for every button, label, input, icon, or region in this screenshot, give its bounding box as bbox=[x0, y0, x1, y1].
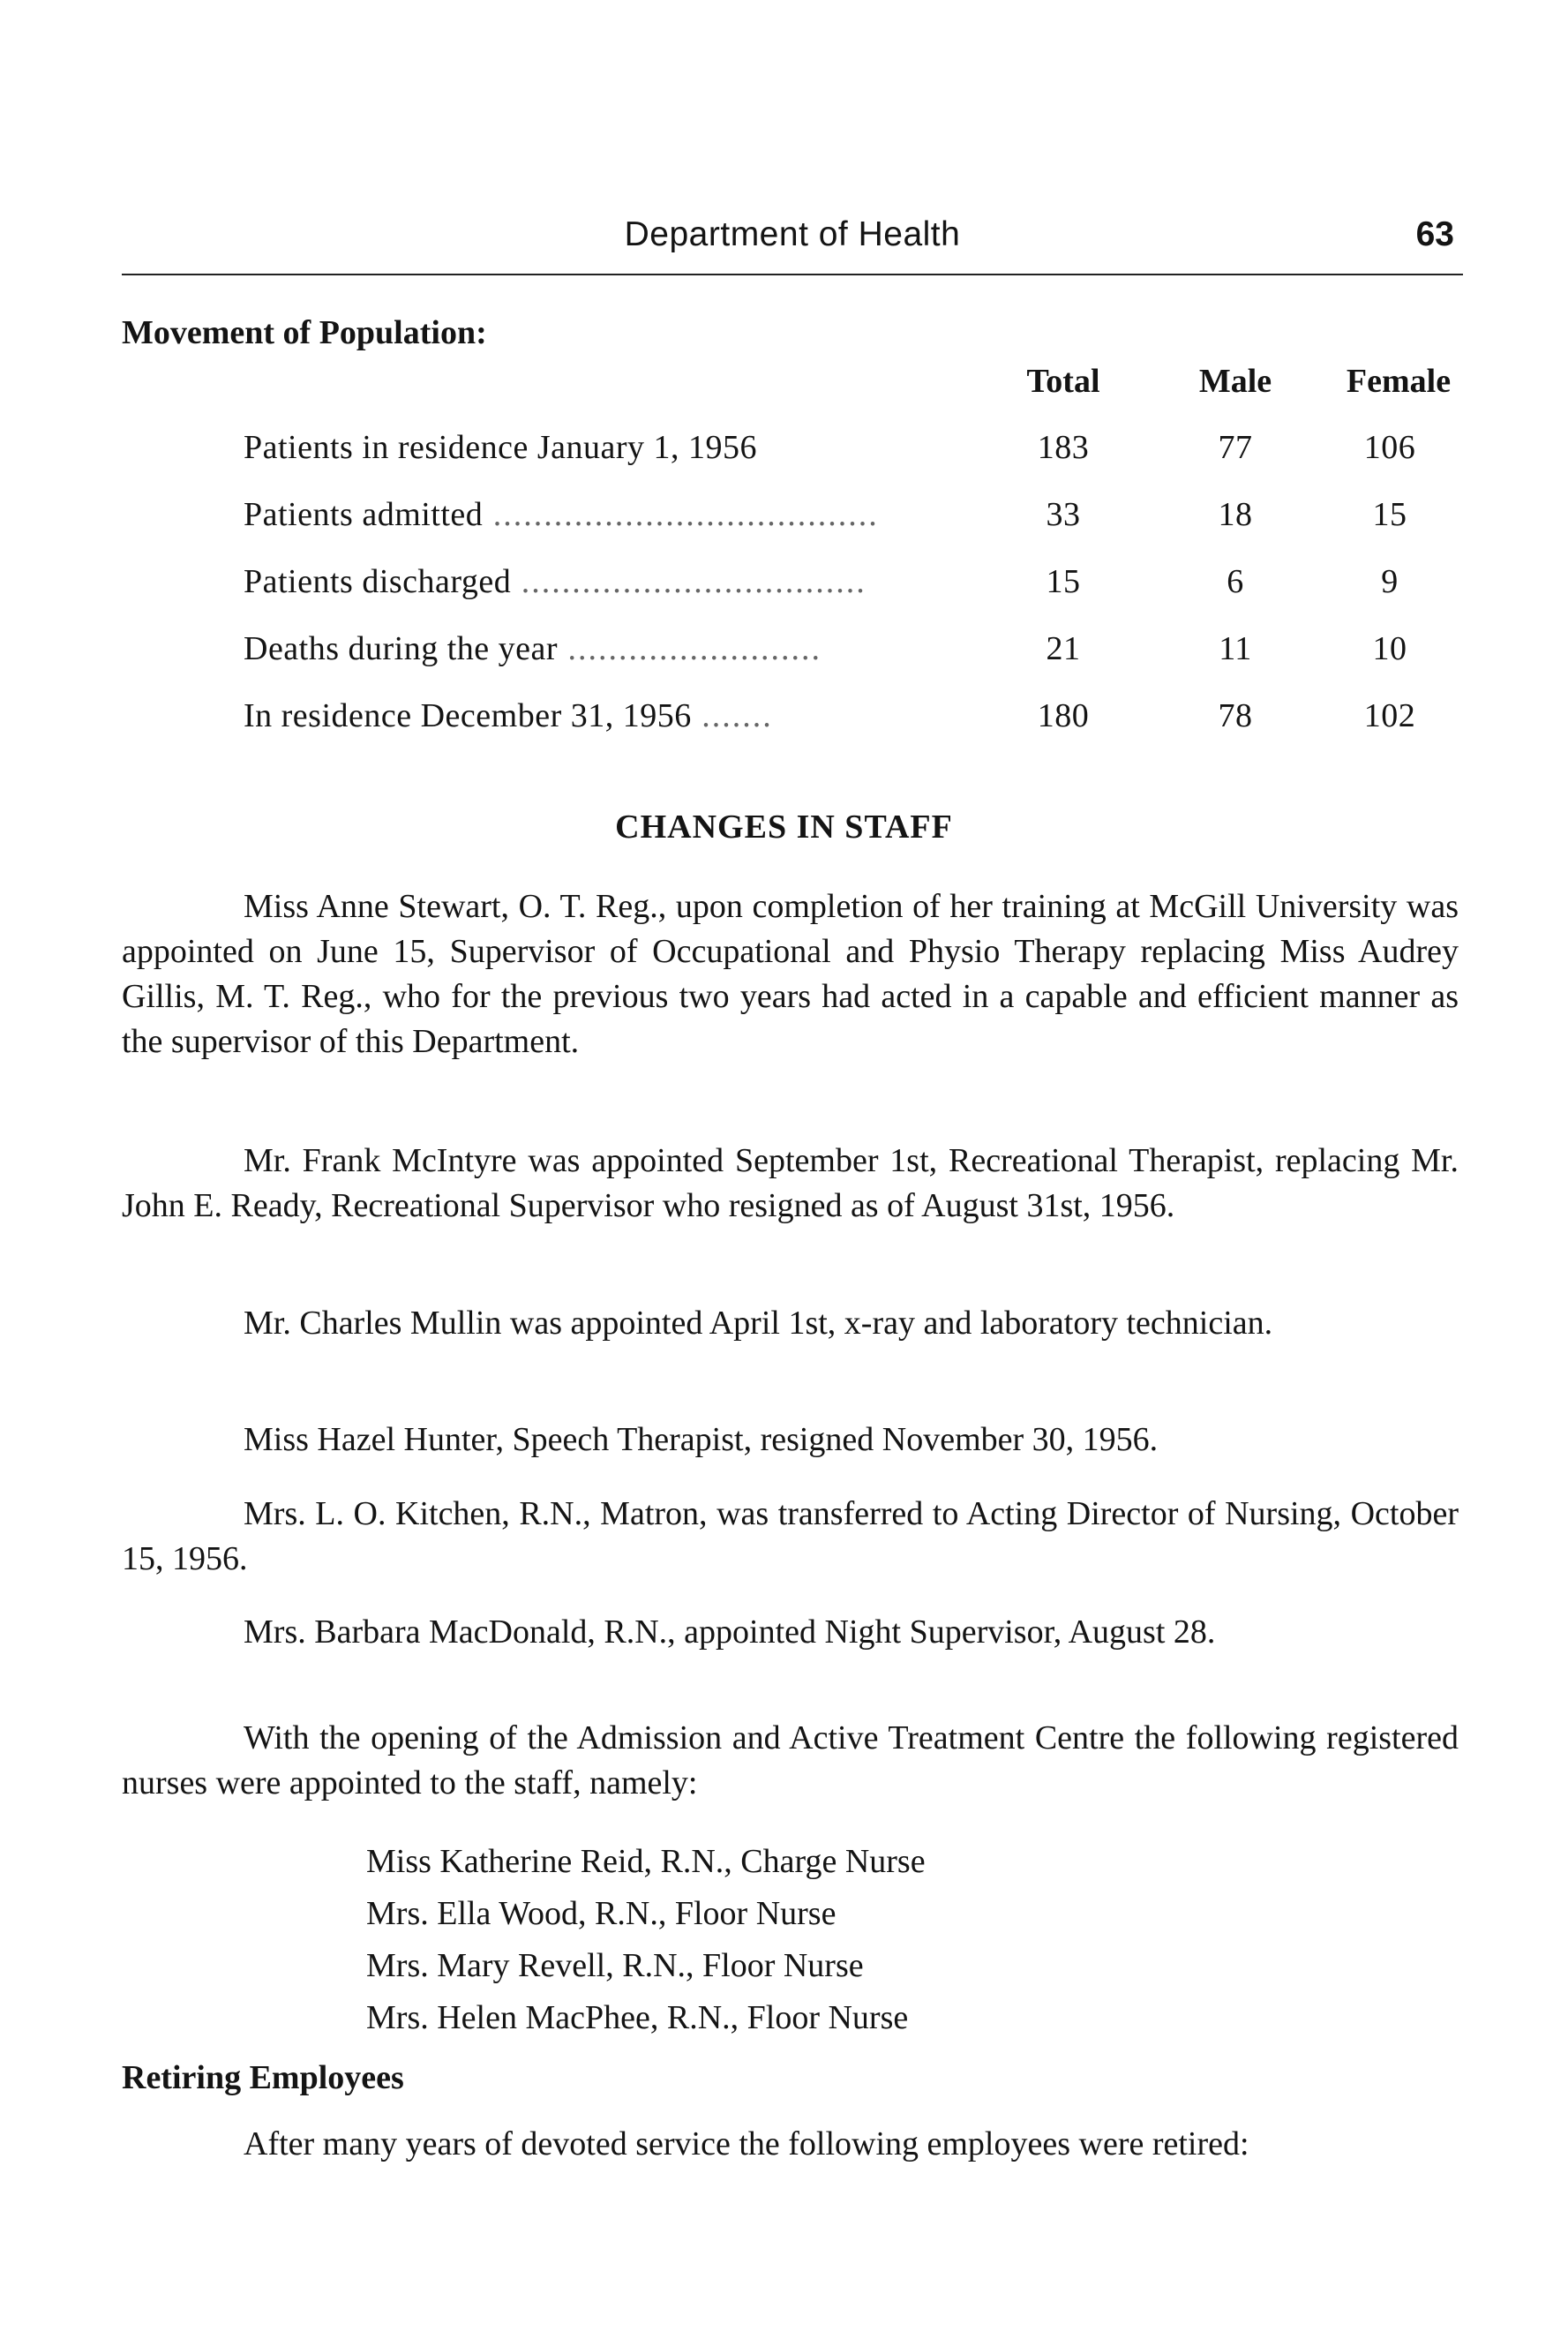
paragraph: Mrs. L. O. Kitchen, R.N., Matron, was transferred to Acting Director of Nursing, October 15, 1956. bbox=[122, 1495, 1459, 1577]
row-label: In residence December 31, 1956 ....... bbox=[244, 697, 773, 734]
cell-male: 78 bbox=[1218, 697, 1253, 734]
table-row bbox=[0, 696, 1568, 749]
cell-female: 9 bbox=[1381, 563, 1399, 600]
list-item: Mrs. Mary Revell, R.N., Floor Nurse bbox=[366, 1947, 864, 1984]
cell-total: 180 bbox=[1037, 697, 1090, 734]
paragraph: Mrs. Barbara MacDonald, R.N., appointed Night Supervisor, August 28. bbox=[244, 1613, 1216, 1651]
cell-female: 102 bbox=[1363, 697, 1416, 734]
header-title: Department of Health bbox=[624, 215, 961, 253]
cell-total: 21 bbox=[1046, 630, 1081, 667]
row-label: Deaths during the year ......................... bbox=[244, 630, 822, 667]
row-label: Patients in residence January 1, 1956 bbox=[244, 429, 758, 466]
list-item: Mrs. Ella Wood, R.N., Floor Nurse bbox=[366, 1895, 837, 1932]
row-label: Patients discharged .................................. bbox=[244, 563, 867, 600]
list-item: Miss Katherine Reid, R.N., Charge Nurse bbox=[366, 1843, 926, 1880]
paragraph: After many years of devoted service the following employees were retired: bbox=[244, 2125, 1249, 2162]
paragraph: Mr. Frank McIntyre was appointed September 1st, Recreational Therapist, replacing Mr. John E. Ready, Recreational Supervisor who resigned as of August 31st, 1956. bbox=[122, 1142, 1459, 1224]
table-row bbox=[0, 562, 1568, 615]
cell-male: 11 bbox=[1219, 630, 1252, 667]
population-heading: Movement of Population: bbox=[122, 314, 487, 351]
cell-male: 18 bbox=[1218, 496, 1253, 533]
cell-total: 183 bbox=[1037, 429, 1090, 466]
table-row bbox=[0, 629, 1568, 682]
cell-total: 33 bbox=[1046, 496, 1081, 533]
retiring-heading: Retiring Employees bbox=[122, 2059, 404, 2096]
column-header-male: Male bbox=[1198, 363, 1272, 400]
cell-male: 77 bbox=[1218, 429, 1253, 466]
paragraph: With the opening of the Admission and Active Treatment Centre the following registered nurses were appointed to the staff, namely: bbox=[122, 1719, 1459, 1801]
cell-female: 10 bbox=[1372, 630, 1407, 667]
cell-total: 15 bbox=[1046, 563, 1081, 600]
paragraph: Miss Anne Stewart, O. T. Reg., upon completion of her training at McGill University was appointed on June 15, Supervisor of Occupational and Physio Therapy replacing Miss Audrey Gillis, M. T. Reg., who for the previous two years had acted in a capable and efficient manner as the supervisor of this Department. bbox=[122, 888, 1459, 1060]
page-header bbox=[122, 212, 1463, 275]
paragraph: Mr. Charles Mullin was appointed April 1st, x-ray and laboratory technician. bbox=[244, 1305, 1273, 1342]
table-row bbox=[0, 495, 1568, 548]
column-header-female: Female bbox=[1346, 363, 1452, 400]
row-label: Patients admitted ...................................... bbox=[244, 496, 879, 533]
table-row bbox=[0, 428, 1568, 481]
paragraph: Miss Hazel Hunter, Speech Therapist, resigned November 30, 1956. bbox=[244, 1421, 1159, 1458]
nurse-list bbox=[366, 1836, 926, 2044]
list-item: Mrs. Helen MacPhee, R.N., Floor Nurse bbox=[366, 1999, 909, 2036]
staff-changes-heading: CHANGES IN STAFF bbox=[615, 808, 953, 846]
cell-female: 15 bbox=[1372, 496, 1407, 533]
page-number: 63 bbox=[1415, 215, 1454, 253]
cell-female: 106 bbox=[1363, 429, 1416, 466]
column-header-total: Total bbox=[1026, 363, 1100, 400]
cell-male: 6 bbox=[1227, 563, 1244, 600]
